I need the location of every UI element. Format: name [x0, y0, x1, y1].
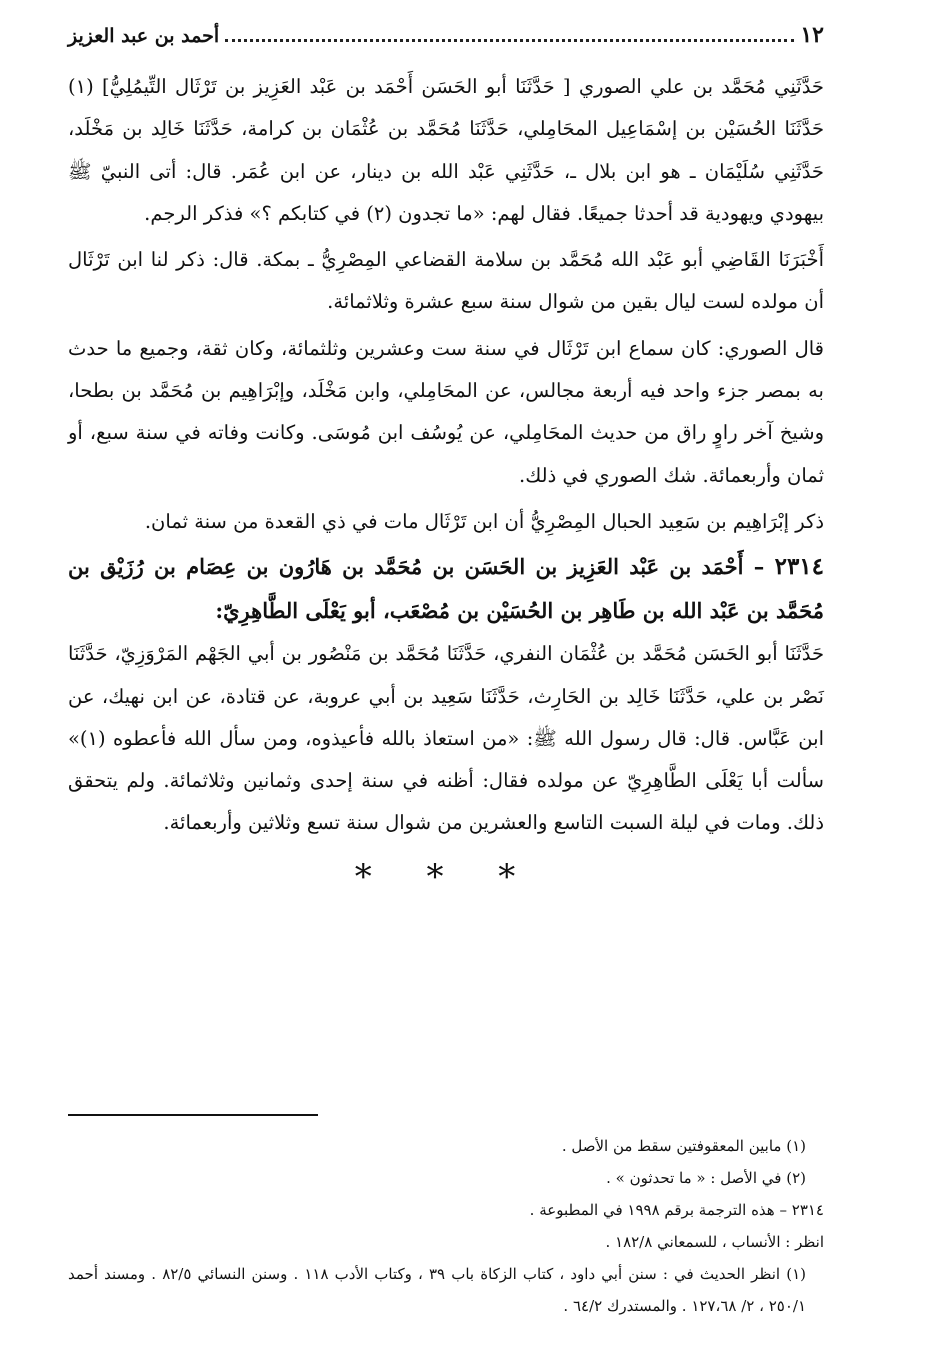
footnote-2: (٢) في الأصل : « ما تحدثون » .: [606, 1169, 806, 1187]
footnote-hadith-sources: (١) انظر الحديث في : سنن أبي داود ، كتاب الزكاة باب ٣٩ ، وكتاب الأدب ١١٨ . وسنن النسائي ٨٢/٥ . ومسند أحمد ٢٥٠/١ ، ٢/ ١٢٧،٦٨ . والمستدرك ٦٤/٢ .: [68, 1265, 806, 1315]
footnote-1: (١) مابين المعقوفتين سقط من الأصل .: [561, 1137, 806, 1155]
biography-heading: [68, 545, 824, 633]
paragraph-hadith-1: حَدَّثَنِي مُحَمَّد بن علي الصوري [ حَدَّثَنَا أبو الحَسَن أَحْمَد بن عَبْد العَزِيز بن تَرْثَال التِّيمُلِيُّ] (١) حَدَّثَنَا الحُسَيْن بن إسْمَاعِيل المحَامِلي، حَدَّثَنَا مُحَمَّد بن عُثْمَان بن كرامة، حَدَّثَنَا خَالِد بن مَخْلَد، حَدَّثَنِي سُلَيْمَان ـ هو ابن بلال ـ، حَدَّثَنِي عَبْد الله بن دينار، عن ابن عُمَر. قال: أتى النبيّ ﷺ بيهودي ويهودية قد أحدثا جميعًا. فقال لهم: «ما تجدون (٢) في كتابكم ؟» فذكر الرجم.: [68, 75, 824, 225]
page-body: [68, 22, 824, 897]
biography-number: ٢٣١٤: [774, 553, 825, 581]
footnotes: [68, 1130, 824, 1322]
paragraph-death: ذكر إبْرَاهِيم بن سَعِيد الحبال المِصْرِيُّ أن ابن تَرْثَال مات في ذي القعدة من سنة ثمان.: [144, 509, 824, 533]
footnote-rule: [68, 1114, 318, 1116]
paragraph-hadith-2: حَدَّثَنَا أبو الحَسَن مُحَمَّد بن عُثْمَان النفري، حَدَّثَنَا مُحَمَّد بن مَنْصُور بن أبي الجَهْم المَرْوَزِيّ، حَدَّثَنَا نَصْر بن علي، حَدَّثَنَا خَالِد بن الحَارِث، حَدَّثَنَا سَعِيد بن أبي عروبة، عن قتادة، عن ابن نهيك، عن ابن عَبَّاس. قال: قال رسول الله ﷺ: «من استعاذ بالله فأعيذوه، ومن سأل الله فأعطوه (١)» سألت أبا يَعْلَى الطَّاهِرِيّ عن مولده فقال: أظنه في سنة إحدى وثمانين وثلاثمائة. ولم يتحقق ذلك. ومات في ليلة السبت التاسع والعشرين من شوال سنة تسع وثلاثين وأربعمائة.: [68, 642, 824, 835]
footnote-biography-ref: ٢٣١٤ – هذه الترجمة برقم ١٩٩٨ في المطبوعة .: [529, 1201, 824, 1219]
section-separator: * * *: [354, 856, 538, 897]
biography-title: – أَحْمَد بن عَبْد العَزِيز بن الحَسَن بن مُحَمَّد بن هَارُون بن عِصَام بن رُزَيْق بن مُحَمَّد بن عَبْد الله بن طَاهِر بن الحُسَيْن بن مُصْعَب، أبو يَعْلَى الطَّاهِرِيّ:: [68, 554, 824, 624]
paragraph-birth: أَخْبَرَنَا القَاضِي أبو عَبْد الله مُحَمَّد بن سلامة القضاعي المِصْرِيُّ ـ بمكة. قال: ذكر لنا ابن تَرْثَال أن مولده لست ليال بقين من شوال سنة سبع عشرة وثلاثمائة.: [68, 248, 824, 314]
running-title: أحمد بن عبد العزيز: [68, 25, 220, 47]
footnote-see-also: انظر : الأنساب ، للسمعاني ١٨٢/٨ .: [605, 1233, 824, 1251]
running-header: [68, 22, 824, 66]
paragraph-sure-comment: قال الصوري: كان سماع ابن تَرْثَال في سنة ست وعشرين وثلثمائة، وكان ثقة، وجميع ما حدث به بمصر جزء واحد فيه أربعة مجالس، عن المحَامِلي، وابن مَخْلَد، وإبْرَاهِيم بن مُحَمَّد بن بطحا، وشيخ آخر راوٍ راق من حديث المحَامِلي، عن يُوسُف ابن مُوسَى. وكانت وفاته في سنة سبع، أو ثمان وأربعمائة. شك الصوري في ذلك.: [68, 336, 824, 487]
header-dotted-leader: [225, 39, 794, 42]
page-number: ١٢: [800, 22, 824, 48]
